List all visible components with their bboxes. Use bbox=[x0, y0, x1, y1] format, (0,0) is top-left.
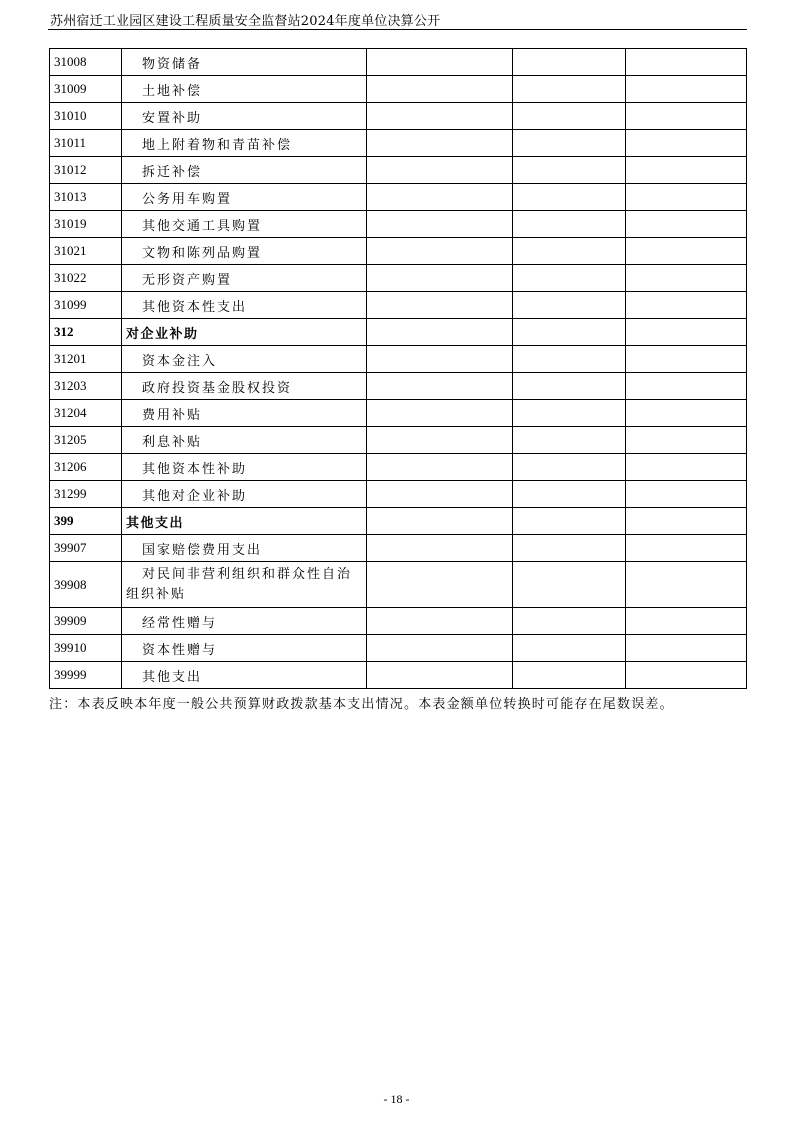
value-cell bbox=[366, 400, 512, 427]
row-code-cell: 31206 bbox=[50, 454, 122, 481]
row-name-cell: 资本性赠与 bbox=[121, 635, 366, 662]
value-cell bbox=[625, 635, 746, 662]
row-name-cell: 其他交通工具购置 bbox=[121, 211, 366, 238]
row-name-cell: 文物和陈列品购置 bbox=[121, 238, 366, 265]
table-row bbox=[50, 454, 747, 481]
value-cell bbox=[625, 76, 746, 103]
value-cell bbox=[512, 454, 625, 481]
table-row bbox=[50, 346, 747, 373]
row-name-cell: 政府投资基金股权投资 bbox=[121, 373, 366, 400]
value-cell bbox=[366, 662, 512, 689]
row-name-cell: 公务用车购置 bbox=[121, 184, 366, 211]
row-code-cell: 399 bbox=[50, 508, 122, 535]
value-cell bbox=[625, 130, 746, 157]
value-cell bbox=[512, 346, 625, 373]
value-cell bbox=[366, 130, 512, 157]
value-cell bbox=[366, 454, 512, 481]
value-cell bbox=[366, 49, 512, 76]
value-cell bbox=[512, 562, 625, 608]
row-name-cell: 拆迁补偿 bbox=[121, 157, 366, 184]
table-footnote: 注：本表反映本年度一般公共预算财政拨款基本支出情况。本表金额单位转换时可能存在尾数误差。 bbox=[49, 697, 674, 712]
table-row bbox=[50, 130, 747, 157]
value-cell bbox=[512, 508, 625, 535]
row-code-cell: 31099 bbox=[50, 292, 122, 319]
value-cell bbox=[512, 130, 625, 157]
row-code-cell: 31022 bbox=[50, 265, 122, 292]
row-code-cell: 31013 bbox=[50, 184, 122, 211]
value-cell bbox=[625, 427, 746, 454]
value-cell bbox=[625, 454, 746, 481]
table-row bbox=[50, 211, 747, 238]
row-name-cell bbox=[121, 562, 366, 608]
value-cell bbox=[625, 662, 746, 689]
table-row bbox=[50, 265, 747, 292]
value-cell bbox=[512, 535, 625, 562]
table-row bbox=[50, 562, 747, 608]
category-row bbox=[50, 508, 747, 535]
row-code-cell: 39907 bbox=[50, 535, 122, 562]
value-cell bbox=[625, 346, 746, 373]
row-name-cell: 物资储备 bbox=[121, 49, 366, 76]
row-name-line1: 对民间非营利组织和群众性自治 bbox=[141, 566, 352, 582]
value-cell bbox=[366, 157, 512, 184]
table-row bbox=[50, 608, 747, 635]
value-cell bbox=[512, 157, 625, 184]
value-cell bbox=[512, 103, 625, 130]
row-code-cell: 312 bbox=[50, 319, 122, 346]
row-name-cell: 安置补助 bbox=[121, 103, 366, 130]
table-row bbox=[50, 662, 747, 689]
value-cell bbox=[512, 49, 625, 76]
row-name-cell: 利息补贴 bbox=[121, 427, 366, 454]
value-cell bbox=[366, 373, 512, 400]
row-name-cell: 其他对企业补助 bbox=[121, 481, 366, 508]
value-cell bbox=[366, 76, 512, 103]
row-name-cell: 资本金注入 bbox=[121, 346, 366, 373]
row-name-cell: 其他资本性支出 bbox=[121, 292, 366, 319]
row-name-cell: 其他支出 bbox=[121, 662, 366, 689]
table-row bbox=[50, 157, 747, 184]
value-cell bbox=[366, 427, 512, 454]
value-cell bbox=[625, 238, 746, 265]
value-cell bbox=[366, 319, 512, 346]
value-cell bbox=[625, 103, 746, 130]
table-row bbox=[50, 103, 747, 130]
row-name-cell: 土地补偿 bbox=[121, 76, 366, 103]
category-row bbox=[50, 319, 747, 346]
row-name-cell: 费用补贴 bbox=[121, 400, 366, 427]
row-code-cell: 39999 bbox=[50, 662, 122, 689]
value-cell bbox=[512, 481, 625, 508]
value-cell bbox=[625, 562, 746, 608]
table-row bbox=[50, 238, 747, 265]
value-cell bbox=[512, 662, 625, 689]
value-cell bbox=[512, 238, 625, 265]
document-header-title: 苏州宿迁工业园区建设工程质量安全监督站2024年度单位决算公开 bbox=[50, 14, 441, 29]
value-cell bbox=[625, 373, 746, 400]
value-cell bbox=[625, 508, 746, 535]
value-cell bbox=[366, 292, 512, 319]
value-cell bbox=[625, 265, 746, 292]
row-code-cell: 31009 bbox=[50, 76, 122, 103]
page-number: - 18 - bbox=[383, 1092, 410, 1106]
row-code-cell: 31019 bbox=[50, 211, 122, 238]
value-cell bbox=[625, 319, 746, 346]
value-cell bbox=[512, 292, 625, 319]
row-code-cell: 39908 bbox=[50, 562, 122, 608]
value-cell bbox=[512, 319, 625, 346]
value-cell bbox=[625, 211, 746, 238]
table-row bbox=[50, 535, 747, 562]
row-code-cell: 31299 bbox=[50, 481, 122, 508]
row-name-cell: 其他资本性补助 bbox=[121, 454, 366, 481]
value-cell bbox=[512, 184, 625, 211]
value-cell bbox=[625, 481, 746, 508]
row-name-cell: 其他支出 bbox=[121, 508, 366, 535]
value-cell bbox=[625, 400, 746, 427]
table-row bbox=[50, 400, 747, 427]
row-code-cell: 39909 bbox=[50, 608, 122, 635]
row-name-cell: 地上附着物和青苗补偿 bbox=[121, 130, 366, 157]
value-cell bbox=[625, 292, 746, 319]
row-name-line2: 组织补贴 bbox=[125, 586, 186, 602]
value-cell bbox=[625, 184, 746, 211]
value-cell bbox=[512, 373, 625, 400]
row-code-cell: 31201 bbox=[50, 346, 122, 373]
row-name-cell: 国家赔偿费用支出 bbox=[121, 535, 366, 562]
value-cell bbox=[512, 608, 625, 635]
expenditure-table bbox=[49, 48, 747, 689]
value-cell bbox=[366, 535, 512, 562]
row-code-cell: 31203 bbox=[50, 373, 122, 400]
row-code-cell: 31011 bbox=[50, 130, 122, 157]
row-name-cell: 经常性赠与 bbox=[121, 608, 366, 635]
value-cell bbox=[625, 49, 746, 76]
value-cell bbox=[512, 400, 625, 427]
value-cell bbox=[366, 635, 512, 662]
table-row bbox=[50, 635, 747, 662]
row-name-cell: 对企业补助 bbox=[121, 319, 366, 346]
value-cell bbox=[366, 608, 512, 635]
value-cell bbox=[512, 635, 625, 662]
value-cell bbox=[625, 157, 746, 184]
value-cell bbox=[512, 76, 625, 103]
row-code-cell: 31205 bbox=[50, 427, 122, 454]
row-code-cell: 31204 bbox=[50, 400, 122, 427]
value-cell bbox=[366, 508, 512, 535]
value-cell bbox=[366, 211, 512, 238]
value-cell bbox=[366, 103, 512, 130]
table-row bbox=[50, 76, 747, 103]
row-code-cell: 31012 bbox=[50, 157, 122, 184]
value-cell bbox=[366, 481, 512, 508]
table-row bbox=[50, 373, 747, 400]
table-row bbox=[50, 481, 747, 508]
row-code-cell: 39910 bbox=[50, 635, 122, 662]
value-cell bbox=[512, 427, 625, 454]
row-name-cell: 无形资产购置 bbox=[121, 265, 366, 292]
value-cell bbox=[625, 535, 746, 562]
value-cell bbox=[625, 608, 746, 635]
row-code-cell: 31021 bbox=[50, 238, 122, 265]
value-cell bbox=[512, 211, 625, 238]
value-cell bbox=[512, 265, 625, 292]
value-cell bbox=[366, 184, 512, 211]
header-divider bbox=[48, 29, 747, 30]
value-cell bbox=[366, 265, 512, 292]
table-row bbox=[50, 184, 747, 211]
value-cell bbox=[366, 238, 512, 265]
value-cell bbox=[366, 346, 512, 373]
row-code-cell: 31008 bbox=[50, 49, 122, 76]
row-code-cell: 31010 bbox=[50, 103, 122, 130]
value-cell bbox=[366, 562, 512, 608]
table-row bbox=[50, 49, 747, 76]
table-row bbox=[50, 292, 747, 319]
table-row bbox=[50, 427, 747, 454]
